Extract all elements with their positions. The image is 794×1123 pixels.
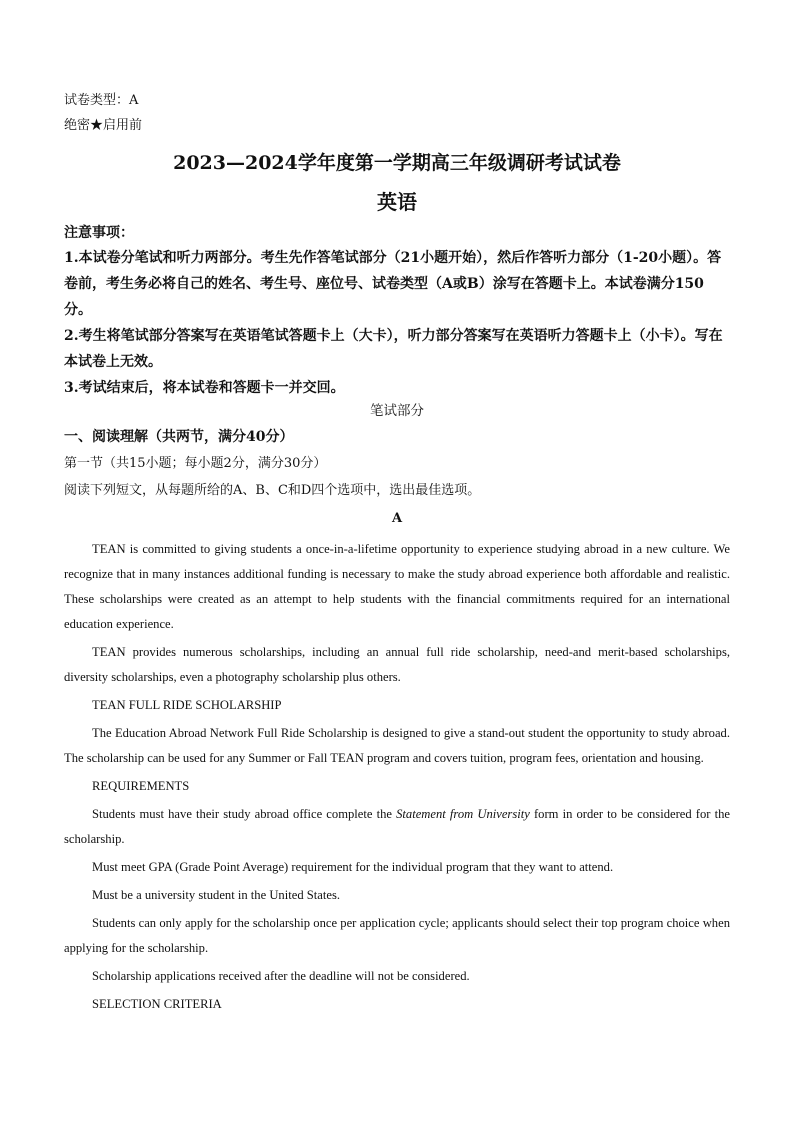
paper-type-label: 试卷类型：A [64,93,139,108]
part-one-heading: 一、阅读理解（共两节，满分40分） [64,429,294,445]
passage-paragraph: Must be a university student in the United States. [92,888,340,902]
passage-paragraph [64,802,730,852]
passage-paragraph: TEAN provides numerous scholarships, including an annual full ride scholarship, need-and merit-based scholarships, diversity scholarships, even a photography scholarship plus others. [64,645,730,684]
passage-paragraph: Must meet GPA (Grade Point Average) requirement for the individual program that they want to attend. [92,860,614,874]
note-item-3: 3.考试结束后，将本试卷和答题卡一并交回。 [64,380,345,396]
passage-subheading: REQUIREMENTS [92,779,190,793]
notes-list [64,245,730,401]
confidential-label: 绝密★启用前 [64,118,143,133]
text-span: form in order to be considered for the scholarship. [64,807,731,846]
notes-heading: 注意事项： [64,225,134,241]
text-span: Students must have their study abroad office complete the [92,807,397,821]
note-item-1: 1.本试卷分笔试和听力两部分。考生先作答笔试部分（21小题开始），然后作答听力部分（1-20小题）。答卷前，考生务必将自己的姓名、考生号、座位号、试卷类型（A或B）涂写在答题卡上。本试卷满分150分。 [64,250,722,318]
subject-title: 英语 [377,190,417,214]
passage-paragraph: The Education Abroad Network Full Ride Scholarship is designed to give a stand-out student the opportunity to study abroad. The scholarship can be used for any Summer or Fall TEAN program and covers tuition, program fees, orientation and housing. [64,726,730,765]
section-one-heading: 第一节（共15小题；每小题2分，满分30分） [64,456,327,471]
passage-subheading: SELECTION CRITERIA [92,997,222,1011]
passage-subheading: TEAN FULL RIDE SCHOLARSHIP [92,698,282,712]
passage-paragraph: Scholarship applications received after the deadline will not be considered. [92,969,470,983]
passage-paragraph: TEAN is committed to giving students a once-in-a-lifetime opportunity to experience studying abroad in a new culture. We recognize that in many instances additional funding is necessary to make the study abroad experience both affordable and realistic. These scholarships were created as an attempt to help students with the financial commitments required for an international education experience. [64,542,730,631]
exam-title: 2023—2024学年度第一学期高三年级调研考试试卷 [173,152,621,174]
instructions: 阅读下列短文，从每题所给的A、B、C和D四个选项中，选出最佳选项。 [64,483,481,498]
passage-body [64,537,730,1020]
written-section-heading: 笔试部分 [370,403,424,419]
note-item-2: 2.考生将笔试部分答案写在英语笔试答题卡上（大卡），听力部分答案写在英语听力答题卡上（小卡）。写在本试卷上无效。 [64,328,723,370]
passage-label: A [391,511,403,526]
form-name: Statement from University [396,807,530,821]
passage-paragraph: Students can only apply for the scholarship once per application cycle; applicants should select their top program choice when applying for the scholarship. [64,916,730,955]
